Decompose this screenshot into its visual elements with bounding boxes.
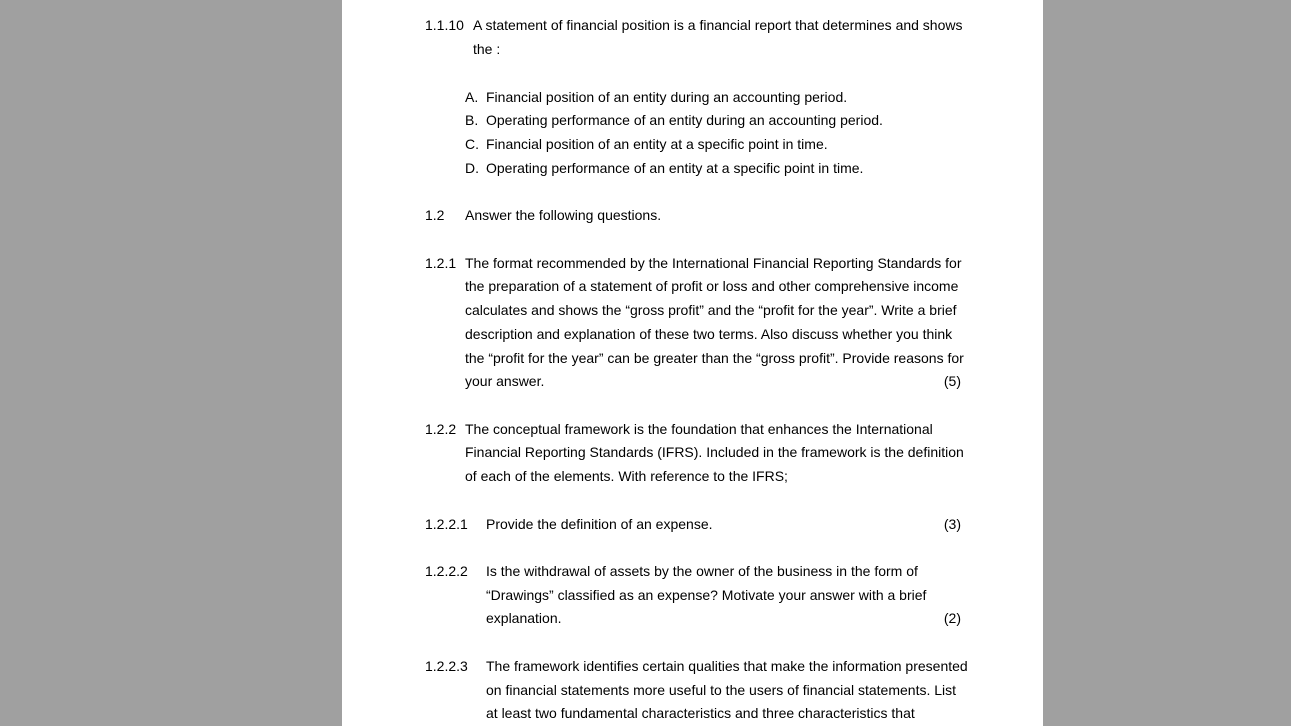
question-text: of each of the elements. With reference to the IFRS; <box>465 468 788 484</box>
question-number: 1.2.2.3 <box>425 658 468 674</box>
option-letter: C. <box>465 136 479 152</box>
option-letter: B. <box>465 112 479 128</box>
question-text: The framework identifies certain qualities that make the information presented <box>486 658 968 674</box>
question-text: at least two fundamental characteristics and three characteristics that <box>486 705 915 721</box>
section-number: 1.2 <box>425 207 445 223</box>
question-text: The format recommended by the International Financial Reporting Standards for <box>465 255 962 271</box>
question-number: 1.2.2.2 <box>425 563 468 579</box>
marks-allocation: (3) <box>943 516 961 532</box>
question-text: Provide the definition of an expense. <box>486 516 713 532</box>
question-text: description and explanation of these two terms. Also discuss whether you think <box>465 326 953 342</box>
question-number: 1.2.2.1 <box>425 516 468 532</box>
option-text: Operating performance of an entity at a specific point in time. <box>486 160 864 176</box>
option-text: Financial position of an entity during an accounting period. <box>486 89 848 105</box>
question-text: “Drawings” classified as an expense? Motivate your answer with a brief <box>486 587 927 603</box>
section-heading: Answer the following questions. <box>465 207 662 223</box>
marks-allocation: (2) <box>943 610 961 626</box>
document-page <box>342 0 1043 726</box>
question-text: Is the withdrawal of assets by the owner of the business in the form of <box>486 563 918 579</box>
question-number: 1.2.1 <box>425 255 457 271</box>
option-text: Financial position of an entity at a specific point in time. <box>486 136 828 152</box>
option-text: Operating performance of an entity during an accounting period. <box>486 112 883 128</box>
question-number: 1.1.10 <box>425 17 464 33</box>
question-text: the “profit for the year” can be greater than the “gross profit”. Provide reasons for <box>465 350 964 366</box>
option-letter: D. <box>465 160 479 176</box>
question-text: the : <box>473 41 501 57</box>
question-text: Financial Reporting Standards (IFRS). Included in the framework is the definition <box>465 444 964 460</box>
question-text: calculates and shows the “gross profit” and the “profit for the year”. Write a brief <box>465 302 957 318</box>
question-text: explanation. <box>486 610 562 626</box>
question-text: A statement of financial position is a financial report that determines and shows <box>473 17 963 33</box>
question-number: 1.2.2 <box>425 421 457 437</box>
marks-allocation: (5) <box>943 373 961 389</box>
option-letter: A. <box>465 89 479 105</box>
question-text: on financial statements more useful to the users of financial statements. List <box>486 682 957 698</box>
question-text: The conceptual framework is the foundation that enhances the International <box>465 421 933 437</box>
question-text: your answer. <box>465 373 545 389</box>
question-text: the preparation of a statement of profit or loss and other comprehensive income <box>465 278 959 294</box>
